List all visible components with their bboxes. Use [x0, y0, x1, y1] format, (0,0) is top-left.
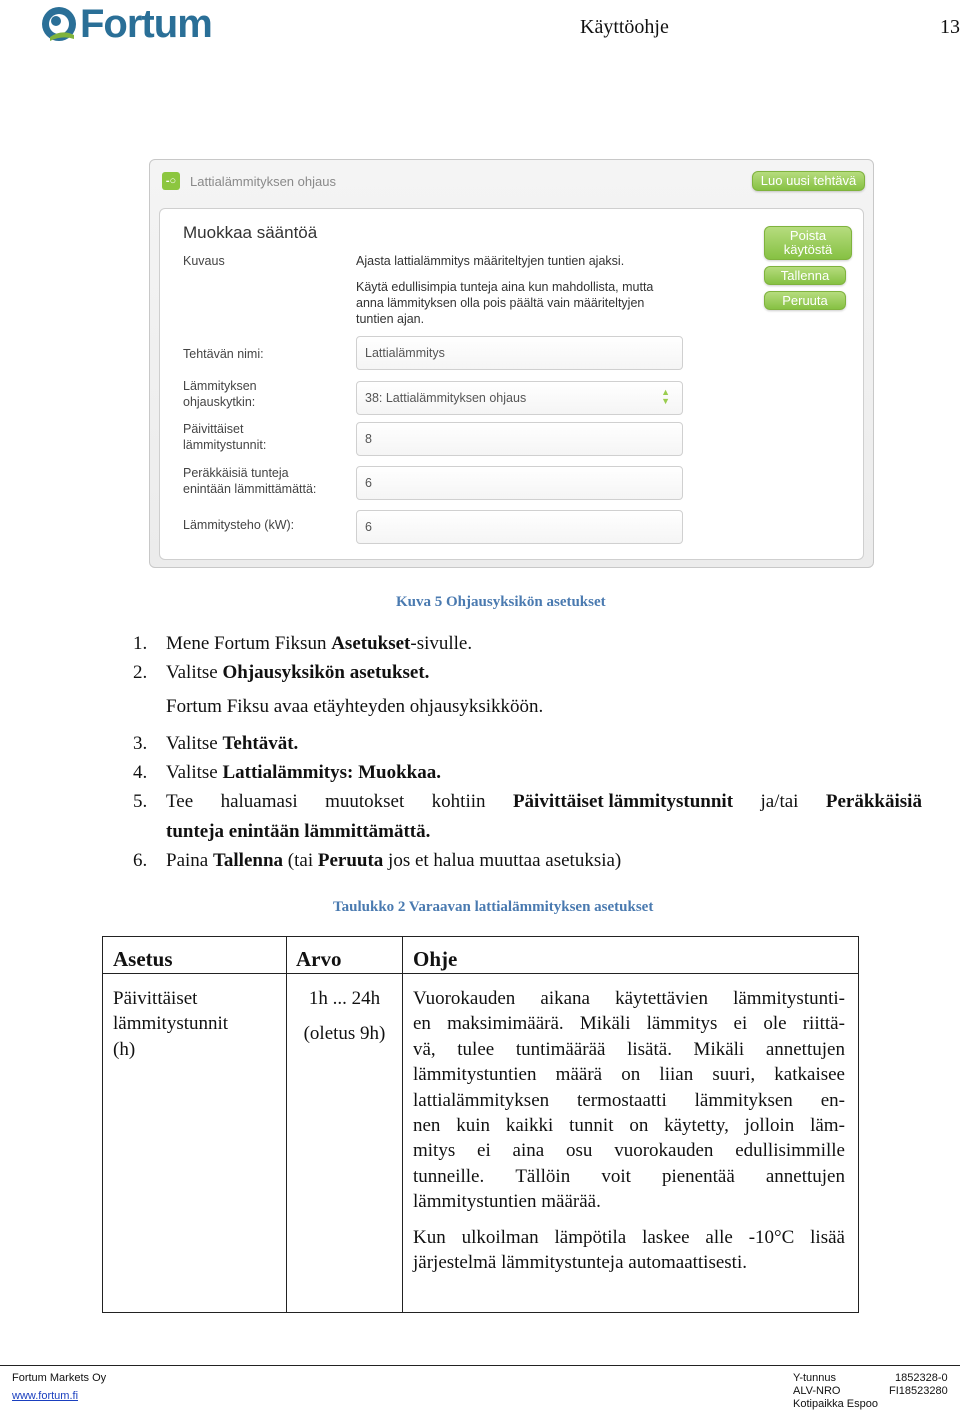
figure-caption: Kuva 5 Ohjausyksikön asetukset — [396, 594, 606, 610]
new-task-button[interactable]: Luo uusi tehtävä — [752, 171, 865, 191]
disable-button[interactable]: Poista käytöstä — [764, 226, 852, 260]
document-title: Käyttöohje — [580, 16, 669, 38]
app-title: Lattialämmityksen ohjaus — [190, 173, 336, 189]
heating-power-label: Lämmitysteho (kW): — [183, 518, 295, 532]
app-plug-icon: -○ — [162, 172, 180, 190]
footer-alv-value: FI18523280 — [889, 1385, 948, 1397]
step-6: 6. Paina Tallenna (tai Peruuta jos et halua muuttaa asetuksia) — [133, 850, 622, 871]
description-line1: Ajasta lattialämmitys määriteltyjen tuntien ajaksi. — [356, 254, 625, 268]
header-value: Arvo — [296, 947, 342, 971]
fortum-logo — [40, 4, 212, 44]
app-screenshot — [149, 159, 874, 568]
settings-table — [102, 936, 859, 1313]
step-2-note: Fortum Fiksu avaa etäyhteyden ohjausyksikköön. — [166, 696, 544, 717]
consecutive-hours-label: Peräkkäisiä tunteja enintään lämmittämättä: — [183, 466, 317, 496]
switch-label: Lämmityksen ohjauskytkin: — [183, 379, 257, 409]
logo-wordmark: Fortum — [80, 2, 212, 46]
step-1: 1. Mene Fortum Fiksun Asetukset-sivulle. — [133, 633, 473, 654]
task-name-label: Tehtävän nimi: — [183, 347, 264, 361]
footer-ytunnus-value: 1852328-0 — [895, 1372, 948, 1384]
description-paragraph: Käytä edullisimpia tunteja aina kun mahdollista, mutta anna lämmityksen olla pois päältä vain määriteltyjen tuntien ajan. — [356, 280, 654, 326]
footer-rule — [0, 1365, 960, 1366]
daily-hours-label: Päivittäiset lämmitystunnit: — [183, 422, 267, 452]
website-link[interactable]: www.fortum.fi — [12, 1390, 79, 1402]
footer-website — [12, 1390, 78, 1403]
daily-hours-input[interactable]: 8 — [356, 422, 683, 456]
cancel-button[interactable]: Peruuta — [764, 291, 846, 310]
select-arrows-icon: ▲ ▼ — [661, 387, 670, 406]
app-header — [162, 172, 336, 190]
save-button[interactable]: Tallenna — [764, 266, 846, 285]
step-4: 4. Valitse Lattialämmitys: Muokkaa. — [133, 762, 441, 783]
page-number: 13 — [940, 16, 960, 38]
edit-rule-panel — [159, 208, 864, 560]
step-2: 2. Valitse Ohjausyksikön asetukset. — [133, 662, 430, 683]
header-divider — [103, 973, 858, 974]
step-3: 3. Valitse Tehtävät. — [133, 733, 299, 754]
task-name-input[interactable]: Lattialämmitys — [356, 336, 683, 370]
step-5: 5. Tee haluamasi muutokset kohtiin Päivittäiset lämmitystunnit ja/tai Peräkkäisiä tunteja enintään lämmittämättä. — [133, 791, 922, 842]
cell-help: Vuorokauden aikana käytettävien lämmitystunti- en maksimimäärä. Mikäli lämmitys ei ole riittä- vä, tulee tuntimäärää lisätä. Mikäli annettujen lämmitystuntien määrä on liian suuri, katkaisee lattialämmityksen termostaatti lämmityksen en- nen kuin kaikki tunnit on käytetty, jolloin läm- mitys ei aina osu vuorokauden edullisimmille tunneille. Tällöin voit pienentää annettujen lämmitystuntien määrää. Kun ulkoilman lämpötila laskee alle -10°C lisää järjestelmä lämmitystunteja automaattisesti. — [413, 988, 845, 1274]
column-divider — [402, 937, 403, 1312]
footer-alv-label: ALV-NRO — [793, 1385, 841, 1397]
switch-select[interactable]: 38: Lattialämmityksen ohjaus ▲ ▼ — [356, 381, 683, 415]
cell-setting: Päivittäiset lämmitystunnit (h) — [113, 988, 229, 1060]
header-help: Ohje — [413, 947, 458, 971]
cell-value: 1h ... 24h (oletus 9h) — [303, 988, 386, 1044]
footer-company: Fortum Markets Oy — [12, 1372, 107, 1384]
fortum-logo-icon — [40, 5, 78, 43]
heating-power-input[interactable]: 6 — [356, 510, 683, 544]
table-caption: Taulukko 2 Varaavan lattialämmityksen asetukset — [333, 899, 654, 915]
form-title: Muokkaa sääntöä — [183, 223, 318, 242]
consecutive-hours-input[interactable]: 6 — [356, 466, 683, 500]
footer-ytunnus-label: Y-tunnus — [793, 1372, 837, 1384]
header-setting: Asetus — [113, 947, 173, 971]
footer-domicile: Kotipaikka Espoo — [793, 1398, 878, 1410]
description-label: Kuvaus — [183, 254, 225, 268]
